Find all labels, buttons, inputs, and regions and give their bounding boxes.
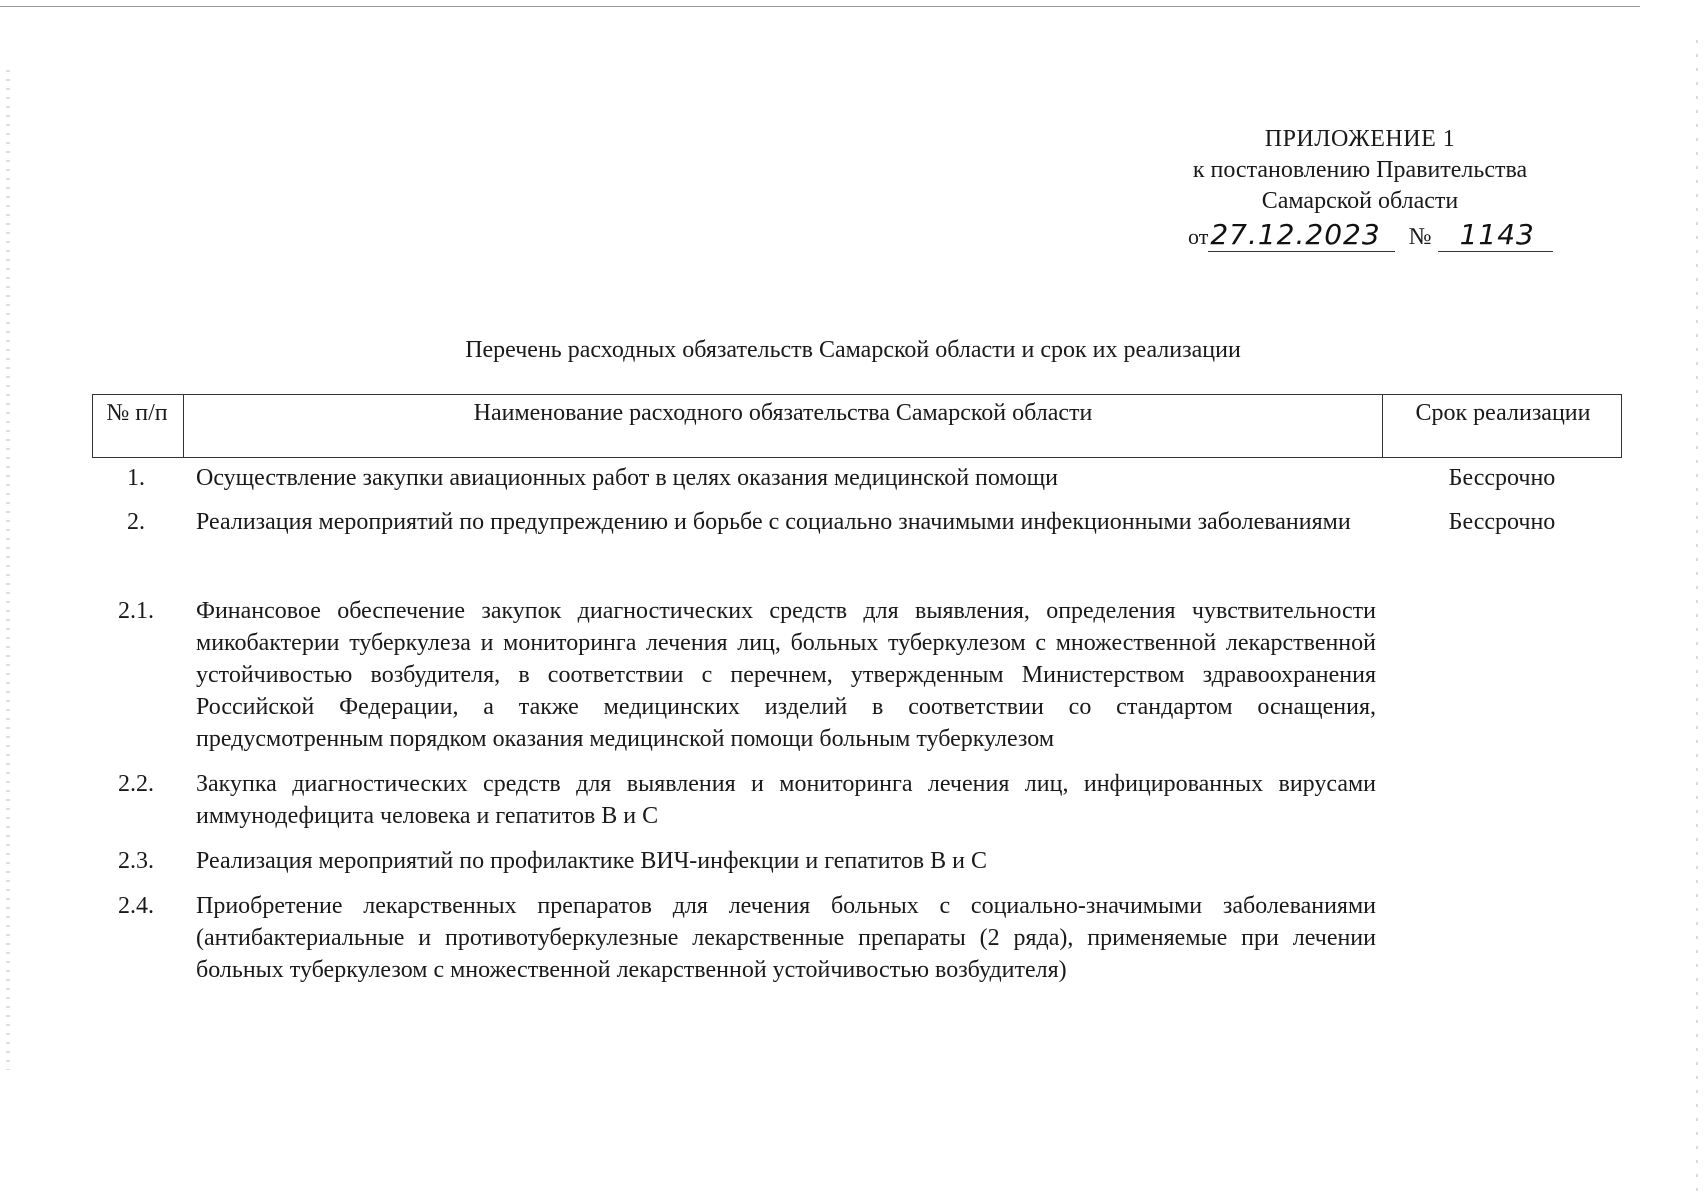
row-text: Приобретение лекарственных препаратов для лечения больных с социально-значимыми заболеваниями (антибактериальные и противотуберкулезные лекарственные препараты (2 ряда), применяемые при лечении больных туберкулезом с множественной лекарственной устойчивостью возбудителя) [196, 893, 1376, 983]
document-title: Перечень расходных обязательств Самарской области и срок их реализации [465, 337, 1241, 363]
row-number: 2.4. [118, 893, 154, 919]
number-sign: № [1408, 224, 1432, 250]
date-field [1208, 218, 1394, 252]
row-text: Осуществление закупки авиационных работ в целях оказания медицинской помощи [196, 465, 1058, 491]
table-row [92, 845, 1622, 877]
appendix-header [1140, 124, 1580, 217]
handwritten-date: 27.12.2023 [1210, 218, 1381, 251]
row-text: Закупка диагностических средств для выявления и мониторинга лечения лиц, инфицированных вирусами иммунодефицита человека и гепатитов В и С [196, 771, 1376, 829]
header-name: Наименование расходного обязательства Самарской области [183, 395, 1383, 457]
row-text: Реализация мероприятий по предупреждению и борьбе с социально значимыми инфекционными заболеваниями [196, 509, 1351, 535]
row-number: 1. [127, 465, 145, 491]
row-number: 2. [127, 509, 145, 535]
header-term: Срок реализации [1415, 400, 1591, 426]
table-row [92, 462, 1622, 506]
row-number: 2.3. [118, 848, 154, 874]
appendix-line: Самарской области [1261, 188, 1459, 214]
table-header [92, 394, 1622, 458]
row-text: Реализация мероприятий по профилактике ВИЧ-инфекции и гепатитов В и С [196, 848, 987, 874]
row-text: Финансовое обеспечение закупок диагностических средств для выявления, определения чувствительности микобактерии туберкулеза и мониторинга лечения лиц, больных туберкулезом с множественной лекарственной устойчивостью возбудителя, в соответствии с перечнем, утвержденным Министерством здравоохранения Российской Федерации, а также медицинских изделий в соответствии со стандартом оснащения, предусмотренным порядком оказания медицинской помощи больным туберкулезом [196, 598, 1376, 752]
table-row [92, 890, 1622, 986]
appendix-title: ПРИЛОЖЕНИЕ 1 [1264, 126, 1456, 152]
table-row [92, 768, 1622, 832]
row-number: 2.2. [118, 771, 154, 797]
table-row [92, 595, 1622, 755]
handwritten-number: 1143 [1459, 218, 1535, 251]
row-term: Бессрочно [1448, 465, 1556, 491]
approval-date-number [1188, 218, 1558, 252]
appendix-line: к постановлению Правительства [1192, 157, 1528, 183]
scan-edge-noise [1696, 40, 1698, 1200]
scan-border-line [0, 6, 1640, 7]
table-body [92, 462, 1622, 986]
table-row [92, 506, 1622, 582]
row-number: 2.1. [118, 598, 154, 624]
header-num: № п/п [106, 400, 168, 426]
scan-edge-noise [6, 70, 10, 1070]
date-prefix: от [1188, 224, 1209, 249]
row-term: Бессрочно [1448, 509, 1556, 535]
number-field [1438, 218, 1553, 252]
